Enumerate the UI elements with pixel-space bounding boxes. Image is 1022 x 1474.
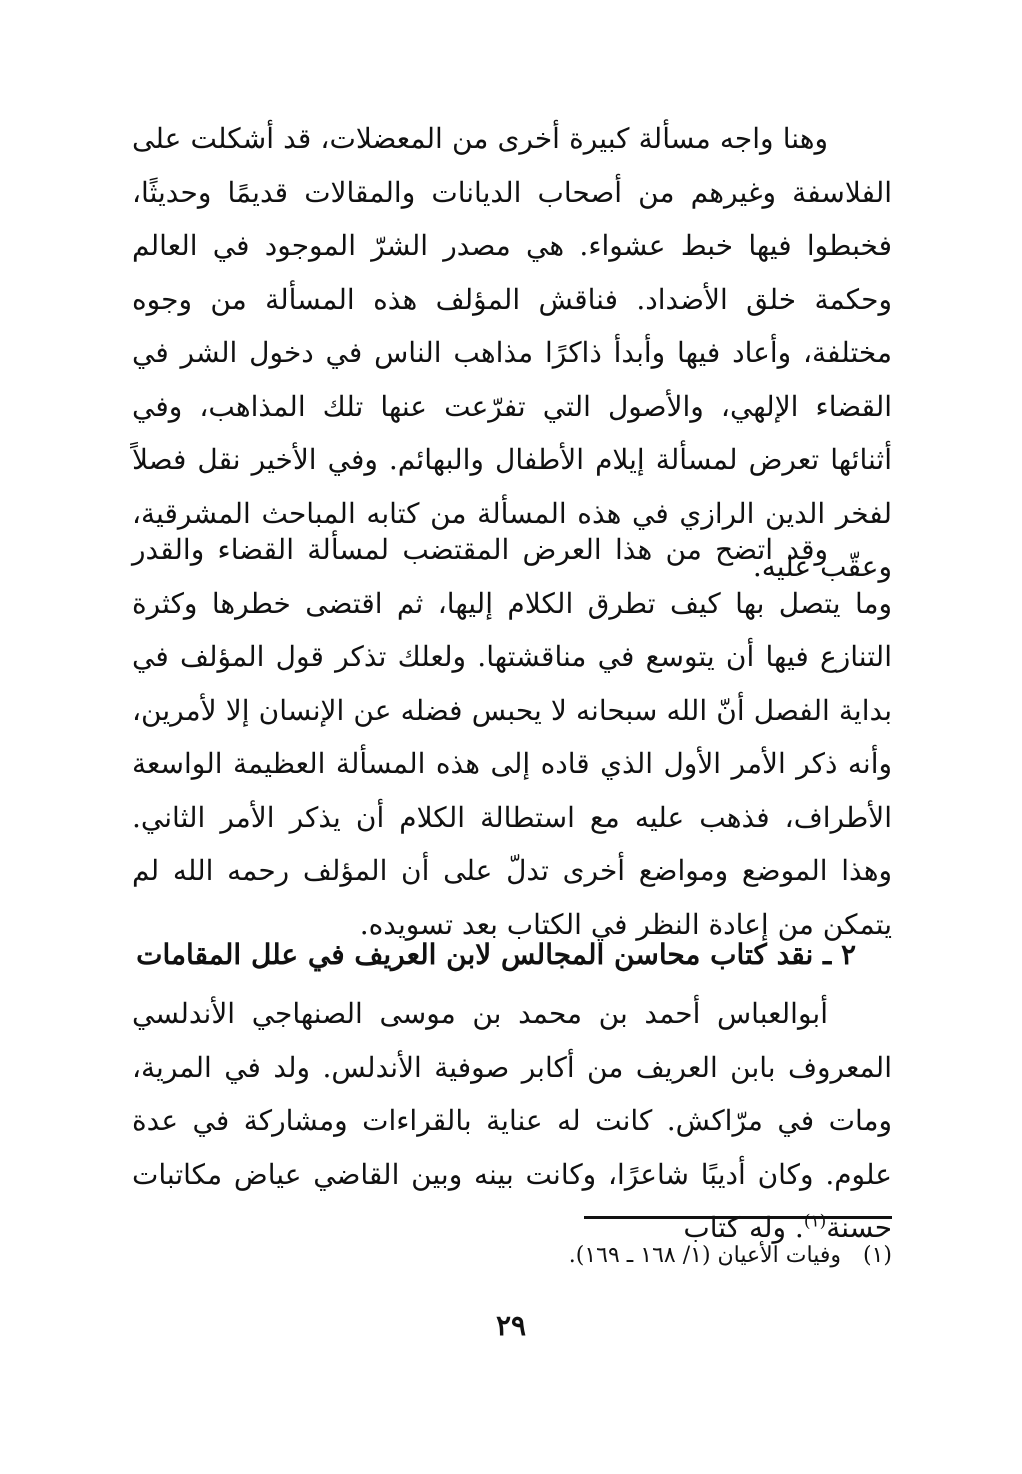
paragraph-text: وقد اتضح من هذا العرض المقتضب لمسألة القضاء والقدر وما يتصل بها كيف تطرق الكلام إليها، ثم اقتضى خطرها وكثرة التنازع فيها أن يتوسع في مناقشتها. ولعلك تذكر قول المؤلف في بداية الفصل أنّ الله سبحانه لا يحبس فضله عن الإنسان إلا لأمرين، وأنه ذكر الأمر الأول الذي قاده إلى هذه المسألة العظيمة الواسعة الأطراف، فذهب عليه مع استطالة الكلام أن يذكر الأمر الثاني. وهذا الموضع ومواضع أخرى تدلّ على أن المؤلف رحمه الله لم يتمكن من إعادة النظر في الكتاب بعد تسويده.: [132, 533, 892, 941]
page-number: ٢٩: [495, 1309, 527, 1342]
paragraph-text-after-note: . وله كتاب: [683, 1211, 804, 1244]
paragraph-ibn-al-arif: [132, 987, 892, 1255]
footnote-reference: (١): [803, 1211, 827, 1232]
section-heading: ٢ ـ نقد كتاب محاسن المجالس لابن العريف في علل المقامات: [136, 938, 856, 971]
paragraph-qada-qadar: [132, 523, 892, 951]
footnote-number: (١): [862, 1243, 892, 1268]
paragraph-text: وهنا واجه مسألة كبيرة أخرى من المعضلات، قد أشكلت على الفلاسفة وغيرهم من أصحاب الديانات والمقالات قديمًا وحديثًا، فخبطوا فيها خبط عشواء. هي مصدر الشرّ الموجود في العالم وحكمة خلق الأضداد. فناقش المؤلف هذه المسألة من وجوه مختلفة، وأعاد فيها وأبدأ ذاكرًا مذاهب الناس في دخول الشر في القضاء الإلهي، والأصول التي تفرّعت عنها تلك المذاهب، وفي أثنائها تعرض لمسألة إيلام الأطفال والبهائم. وفي الأخير نقل فصلاً لفخر الدين الرازي في هذه المسألة من كتابه المباحث المشرقية، وعقّب عليه.: [132, 122, 892, 583]
footnote-text: وفيات الأعيان (١/ ١٦٨ ـ ١٦٩).: [568, 1243, 841, 1268]
footnote: [132, 1236, 892, 1276]
paragraph-evil-problem: [132, 112, 892, 594]
paragraph-text-before-note: أبوالعباس أحمد بن محمد بن موسى الصنهاجي الأندلسي المعروف بابن العريف من أكابر صوفية الأندلس. ولد في المرية، ومات في مرّاكش. كانت له عناية بالقراءات ومشاركة في عدة علوم. وكان أديبًا شاعرًا، وكانت بينه وبين القاضي عياض مكاتبات حسنة: [132, 997, 892, 1244]
paragraph-text: [132, 987, 892, 1255]
footnote-divider: [584, 1216, 892, 1219]
